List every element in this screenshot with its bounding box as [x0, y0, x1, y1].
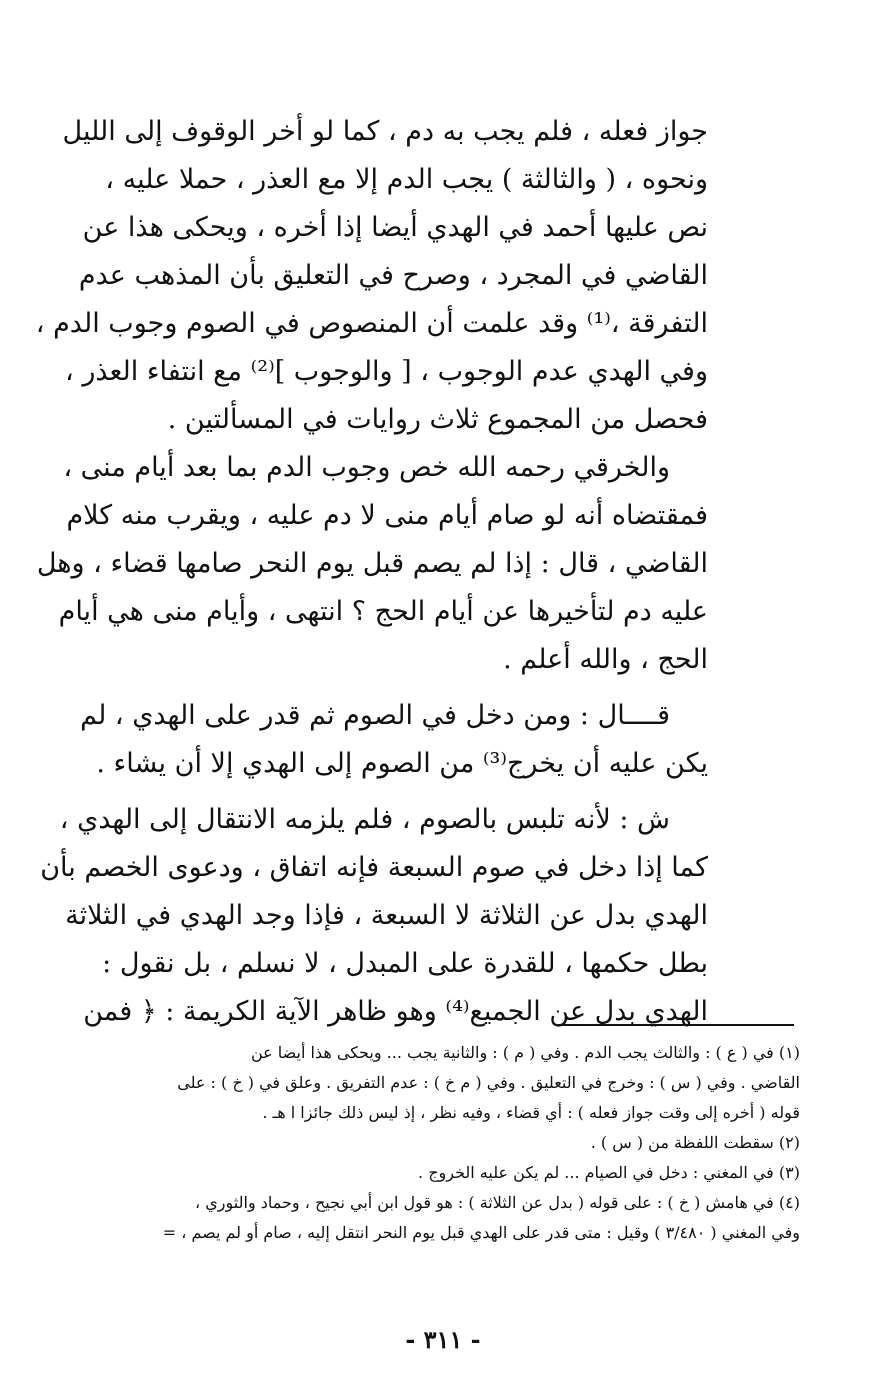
body-line: القاضي ، قال : إذا لم يصم قبل يوم النحر صامها قضاء ، وهل [36, 548, 708, 579]
footnote-divider [558, 1024, 794, 1026]
main-text-body [35, 108, 708, 1036]
paragraph-gap [128, 788, 708, 796]
page-number: - ٣١١ - [405, 1325, 481, 1354]
body-line: عليه دم لتأخيرها عن أيام الحج ؟ انتهى ، وأيام منى هي أيام [58, 596, 708, 627]
footnote-line: (٣) في المغني : دخل في الصيام ... لم يكن عليه الخروج . [418, 1163, 800, 1182]
footnote-line: وفي المغني ( ٣/٤٨٠ ) وقيل : متى قدر على الهدي قبل يوم النحر انتقل إليه ، صام أو لم يصم ، = [162, 1223, 800, 1242]
body-line: ونحوه ، ( والثالثة ) يجب الدم إلا مع العذر ، حملا عليه ، [105, 164, 708, 195]
body-line: وفي الهدي عدم الوجوب ، [ والوجوب ]⁽²⁾ مع انتفاء العذر ، [65, 356, 708, 387]
body-line: ش : لأنه تلبس بالصوم ، فلم يلزمه الانتقال إلى الهدي ، [59, 804, 670, 835]
body-line: يكن عليه أن يخرج⁽³⁾ من الصوم إلى الهدي إلا أن يشاء . [96, 748, 708, 779]
footnotes-section [110, 1038, 800, 1248]
body-line: بطل حكمها ، للقدرة على المبدل ، لا نسلم ، بل نقول : [102, 948, 708, 979]
footnote-line: (٢) سقطت اللفظة من ( س ) . [590, 1133, 800, 1152]
body-line: القاضي في المجرد ، وصرح في التعليق بأن المذهب عدم [78, 260, 708, 291]
body-line: نص عليها أحمد في الهدي أيضا إذا أخره ، ويحكى هذا عن [82, 212, 708, 243]
footnote-line: قوله ( أخره إلى وقت جواز فعله ) : أي قضاء ، وفيه نظر ، إذ ليس ذلك جائزا ا هـ . [262, 1103, 800, 1122]
footnote-line: (٤) في هامش ( خ ) : على قوله ( بدل عن الثلاثة ) : هو قول ابن أبي نجيح ، وحماد والثوري ، [195, 1193, 800, 1212]
body-line: قــــال : ومن دخل في الصوم ثم قدر على الهدي ، لم [80, 700, 670, 731]
body-line: فحصل من المجموع ثلاث روايات في المسألتين . [167, 404, 708, 435]
body-line: الهدي بدل عن الجميع⁽⁴⁾ وهو ظاهر الآية الكريمة : ﴿ فمن [83, 996, 708, 1027]
footnote-line: القاضي . وفي ( س ) : وخرج في التعليق . وفي ( م خ ) : عدم التفريق . وعلق في ( خ ) : على [177, 1073, 800, 1092]
body-line: الهدي بدل عن الثلاثة لا السبعة ، فإذا وجد الهدي في الثلاثة [65, 900, 708, 931]
footnote-line: (١) في ( ع ) : والثالث يجب الدم . وفي ( م ) : والثانية يجب ... ويحكى هذا أيضا عن [250, 1043, 800, 1062]
body-line: التفرقة ،⁽¹⁾ وقد علمت أن المنصوص في الصوم وجوب الدم ، [35, 308, 708, 339]
body-line: كما إذا دخل في صوم السبعة فإنه اتفاق ، ودعوى الخصم بأن [40, 852, 708, 883]
body-line: الحج ، والله أعلم . [503, 644, 708, 675]
body-line: والخرقي رحمه الله خص وجوب الدم بما بعد أيام منى ، [63, 452, 670, 483]
body-line: جواز فعله ، فلم يجب به دم ، كما لو أخر الوقوف إلى الليل [62, 116, 708, 147]
body-line: فمقتضاه أنه لو صام أيام منى لا دم عليه ، ويقرب منه كلام [66, 500, 708, 531]
paragraph-gap [128, 684, 708, 692]
